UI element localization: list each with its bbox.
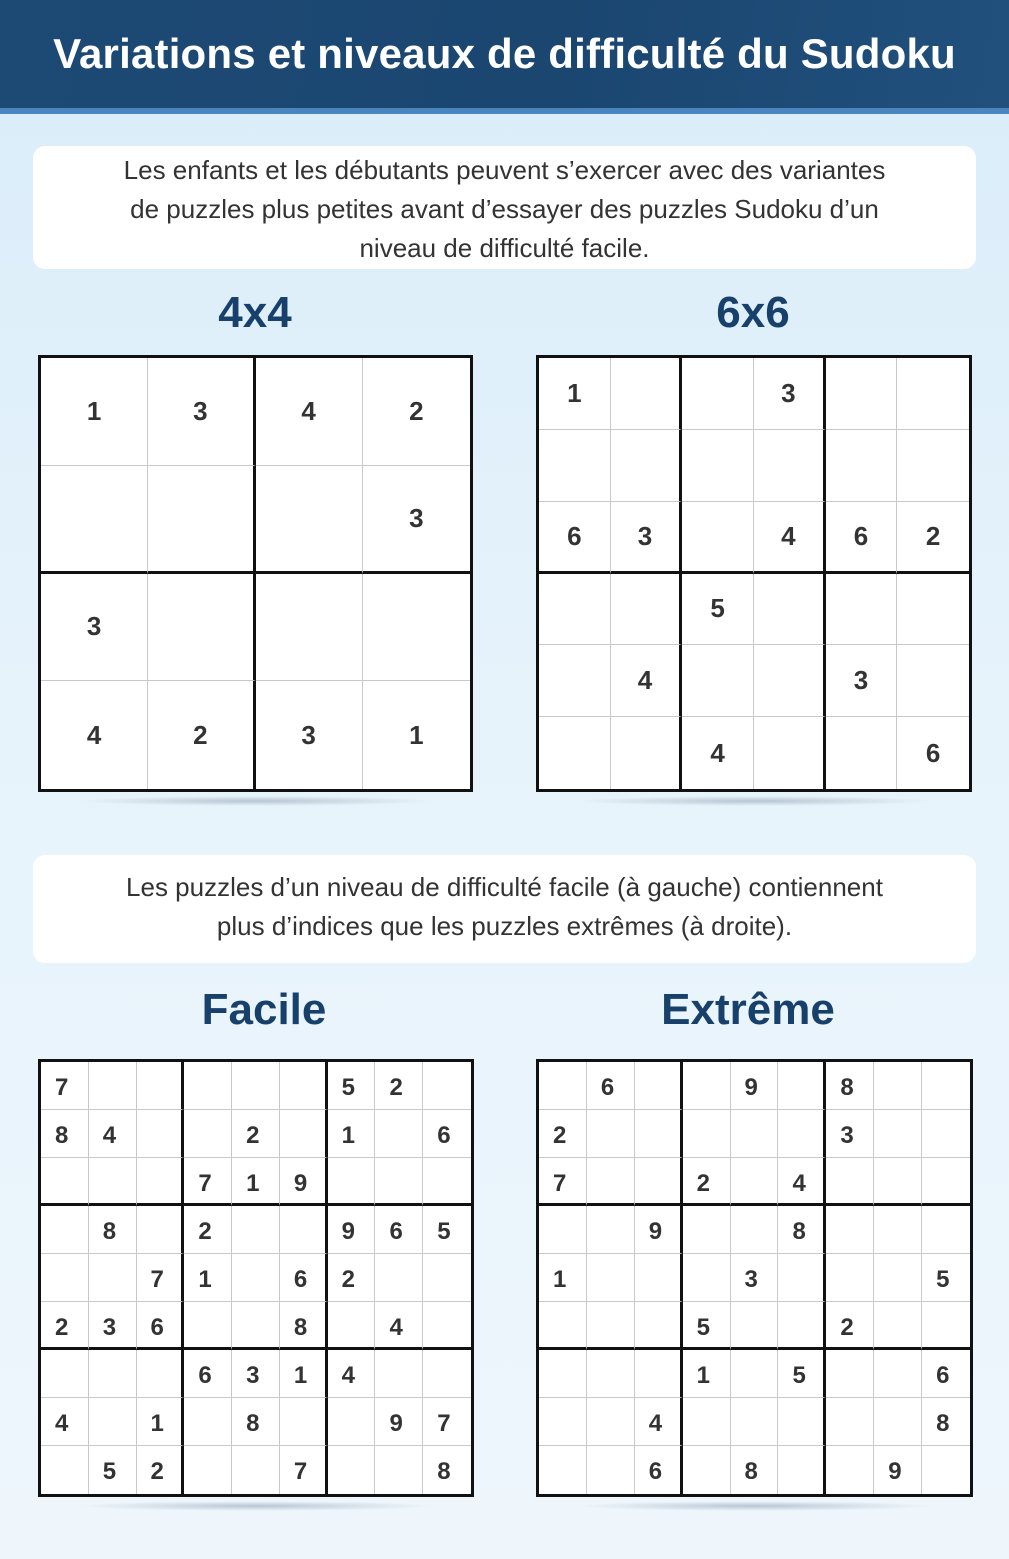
sudoku-cell: 9: [375, 1398, 423, 1446]
sudoku-cell: [587, 1158, 635, 1206]
sudoku-cell: [256, 574, 363, 682]
sudoku-cell: 7: [539, 1158, 587, 1206]
sudoku-cell: 7: [280, 1446, 328, 1494]
sudoku-cell: 1: [137, 1398, 185, 1446]
sudoku-cell: 1: [232, 1158, 280, 1206]
sudoku-cell: [328, 1398, 376, 1446]
sudoku-cell: 6: [587, 1062, 635, 1110]
sudoku-cell: 5: [682, 574, 754, 646]
sudoku-cell: [232, 1302, 280, 1350]
difficulty-note: [33, 855, 976, 963]
sudoku-cell: 1: [539, 358, 611, 430]
intro-note: [33, 146, 976, 269]
sudoku-cell: [611, 717, 683, 789]
sudoku-cell: [731, 1302, 779, 1350]
sudoku-cell: [826, 358, 898, 430]
sudoku-cell: [754, 574, 826, 646]
sudoku-cell: [682, 502, 754, 574]
sudoku-cell: [683, 1446, 731, 1494]
sudoku-cell: [778, 1398, 826, 1446]
sudoku-cell: [635, 1062, 683, 1110]
sudoku-cell: [41, 466, 148, 574]
sudoku-cell: [897, 574, 969, 646]
sudoku-cell: 2: [137, 1446, 185, 1494]
sudoku-cell: [89, 1254, 137, 1302]
sudoku-cell: [184, 1302, 232, 1350]
sudoku-cell: [587, 1206, 635, 1254]
sudoku-cell: [682, 358, 754, 430]
sudoku-cell: [683, 1254, 731, 1302]
sudoku-cell: [683, 1062, 731, 1110]
sudoku-cell: 4: [89, 1110, 137, 1158]
sudoku-cell: 1: [539, 1254, 587, 1302]
sudoku-cell: 2: [539, 1110, 587, 1158]
sudoku-cell: 6: [375, 1206, 423, 1254]
sudoku-cell: 1: [683, 1350, 731, 1398]
sudoku-cell: [375, 1446, 423, 1494]
sudoku-cell: [683, 1110, 731, 1158]
sudoku-cell: [328, 1302, 376, 1350]
sudoku-cell: 5: [683, 1302, 731, 1350]
sudoku-cell: [635, 1350, 683, 1398]
grid-6x6-wrapper: [536, 355, 972, 792]
sudoku-cell: 6: [137, 1302, 185, 1350]
sudoku-cell: [682, 645, 754, 717]
puzzle-title-4x4: 4x4: [218, 288, 292, 337]
sudoku-cell: [232, 1206, 280, 1254]
sudoku-cell: 8: [232, 1398, 280, 1446]
sudoku-cell: [587, 1398, 635, 1446]
sudoku-cell: 6: [280, 1254, 328, 1302]
sudoku-cell: [539, 1398, 587, 1446]
sudoku-cell: 2: [897, 502, 969, 574]
sudoku-cell: [611, 358, 683, 430]
sudoku-cell: [137, 1110, 185, 1158]
sudoku-cell: [423, 1254, 471, 1302]
intro-note-line: niveau de difficulté facile.: [359, 233, 650, 263]
sudoku-cell: [256, 466, 363, 574]
sudoku-cell: 4: [611, 645, 683, 717]
sudoku-cell: 6: [925, 737, 941, 768]
sudoku-cell: 6: [184, 1350, 232, 1398]
sudoku-cell: [635, 1158, 683, 1206]
sudoku-cell: [41, 1350, 89, 1398]
sudoku-cell: [826, 1254, 874, 1302]
sudoku-cell: [375, 1158, 423, 1206]
sudoku-cell: [375, 1254, 423, 1302]
sudoku-cell: [826, 1446, 874, 1494]
sudoku-cell: [635, 1110, 683, 1158]
sudoku-cell: [826, 430, 898, 502]
sudoku-cell: [184, 1398, 232, 1446]
sudoku-cell: [897, 645, 969, 717]
sudoku-cell: [587, 1110, 635, 1158]
sudoku-cell: [184, 1110, 232, 1158]
sudoku-cell: [137, 1350, 185, 1398]
sudoku-cell: 7: [41, 1062, 89, 1110]
sudoku-cell: [731, 1350, 779, 1398]
sudoku-cell: [778, 1254, 826, 1302]
sudoku-cell: [539, 1206, 587, 1254]
sudoku-cell: [41, 1206, 89, 1254]
sudoku-cell: 5: [778, 1350, 826, 1398]
sudoku-cell: [232, 1062, 280, 1110]
sudoku-cell: [922, 1302, 970, 1350]
sudoku-cell: 7: [184, 1158, 232, 1206]
sudoku-cell: [539, 1446, 587, 1494]
sudoku-cell: [874, 1062, 922, 1110]
sudoku-cell: 8: [826, 1062, 874, 1110]
sudoku-cell: [611, 574, 683, 646]
sudoku-cell: [826, 1158, 874, 1206]
sudoku-cell: [922, 1206, 970, 1254]
sudoku-grid-6x6: [536, 355, 972, 792]
sudoku-cell: [731, 1398, 779, 1446]
sudoku-cell: [635, 1302, 683, 1350]
sudoku-cell: 2: [184, 1206, 232, 1254]
sudoku-cell: 3: [232, 1350, 280, 1398]
sudoku-cell: 2: [148, 681, 255, 789]
sudoku-cell: [778, 1062, 826, 1110]
sudoku-cell: [375, 1350, 423, 1398]
sudoku-cell: [874, 1254, 922, 1302]
sudoku-cell: [539, 430, 611, 502]
sudoku-cell: [897, 358, 969, 430]
grid-4x4-wrapper: [38, 355, 473, 792]
sudoku-cell: [232, 1254, 280, 1302]
sudoku-cell: 7: [137, 1254, 185, 1302]
intro-note-line: de puzzles plus petites avant d’essayer des puzzles Sudoku d’un: [130, 194, 879, 224]
difficulty-note-line: Les puzzles d’un niveau de difficulté facile (à gauche) contiennent: [126, 872, 883, 902]
sudoku-cell: [874, 1350, 922, 1398]
sudoku-cell: [731, 1206, 779, 1254]
sudoku-grid-extreme: [536, 1059, 973, 1497]
sudoku-cell: 3: [826, 1110, 874, 1158]
sudoku-cell: [148, 574, 255, 682]
sudoku-cell: [89, 1398, 137, 1446]
sudoku-cell: [280, 1110, 328, 1158]
sudoku-cell: [754, 717, 826, 789]
sudoku-cell: [754, 645, 826, 717]
sudoku-cell: 3: [89, 1302, 137, 1350]
sudoku-cell: [89, 1062, 137, 1110]
sudoku-cell: [137, 1158, 185, 1206]
sudoku-cell: [587, 1254, 635, 1302]
sudoku-cell: 2: [232, 1110, 280, 1158]
sudoku-cell: [682, 430, 754, 502]
sudoku-cell: 7: [423, 1398, 471, 1446]
sudoku-cell: [897, 430, 969, 502]
sudoku-cell: [874, 1206, 922, 1254]
sudoku-cell: 2: [826, 1302, 874, 1350]
sudoku-cell: [539, 717, 611, 789]
sudoku-cell: [778, 1110, 826, 1158]
puzzle-title-extreme: Extrême: [661, 985, 835, 1034]
sudoku-cell: 1: [41, 358, 148, 466]
sudoku-cell: [922, 1062, 970, 1110]
sudoku-cell: 5: [423, 1206, 471, 1254]
intro-note-line: Les enfants et les débutants peuvent s’exercer avec des variantes: [123, 155, 886, 185]
sudoku-cell: [148, 466, 255, 574]
sudoku-cell: [328, 1446, 376, 1494]
sudoku-cell: 1: [184, 1254, 232, 1302]
sudoku-cell: [539, 574, 611, 646]
sudoku-cell: 4: [778, 1158, 826, 1206]
sudoku-cell: 9: [328, 1206, 376, 1254]
sudoku-cell: 3: [256, 681, 363, 789]
sudoku-cell: [731, 1158, 779, 1206]
sudoku-cell: 2: [363, 358, 470, 466]
puzzle-title-6x6: 6x6: [716, 288, 790, 337]
sudoku-cell: 1: [409, 719, 424, 750]
sudoku-cell: [539, 1302, 587, 1350]
sudoku-cell: 3: [41, 574, 148, 682]
sudoku-cell: [826, 1398, 874, 1446]
sudoku-cell: 3: [611, 502, 683, 574]
sudoku-cell: [922, 1110, 970, 1158]
sudoku-cell: 8: [89, 1206, 137, 1254]
sudoku-cell: [423, 1062, 471, 1110]
sudoku-cell: [874, 1398, 922, 1446]
sudoku-cell: [280, 1206, 328, 1254]
sudoku-cell: [137, 1206, 185, 1254]
sudoku-cell: [826, 1206, 874, 1254]
sudoku-cell: [611, 430, 683, 502]
sudoku-grid-facile: [38, 1059, 474, 1497]
sudoku-grid-4x4: [38, 355, 473, 792]
sudoku-cell: [89, 1158, 137, 1206]
sudoku-cell: [280, 1062, 328, 1110]
sudoku-cell: 4: [635, 1398, 683, 1446]
sudoku-cell: 5: [89, 1446, 137, 1494]
sudoku-cell: 8: [437, 1458, 451, 1485]
grid-extreme-wrapper: [536, 1059, 973, 1497]
sudoku-cell: [363, 574, 470, 682]
sudoku-cell: [683, 1398, 731, 1446]
sudoku-cell: 3: [731, 1254, 779, 1302]
sudoku-cell: [922, 1446, 970, 1494]
sudoku-cell: 3: [148, 358, 255, 466]
sudoku-cell: [41, 1254, 89, 1302]
sudoku-cell: 3: [754, 358, 826, 430]
sudoku-cell: 4: [682, 717, 754, 789]
sudoku-cell: 4: [256, 358, 363, 466]
sudoku-cell: [826, 1350, 874, 1398]
sudoku-cell: [423, 1350, 471, 1398]
sudoku-cell: 4: [328, 1350, 376, 1398]
sudoku-cell: 9: [635, 1206, 683, 1254]
sudoku-cell: 8: [41, 1110, 89, 1158]
sudoku-cell: [778, 1446, 826, 1494]
sudoku-cell: [280, 1398, 328, 1446]
page-title: Variations et niveaux de difficulté du Sudoku: [53, 30, 956, 77]
difficulty-note-line: plus d’indices que les puzzles extrêmes (à droite).: [216, 911, 793, 941]
sudoku-cell: [778, 1302, 826, 1350]
sudoku-cell: 6: [826, 502, 898, 574]
sudoku-cell: 8: [778, 1206, 826, 1254]
sudoku-cell: [232, 1446, 280, 1494]
sudoku-cell: [375, 1110, 423, 1158]
grid-facile-wrapper: [38, 1059, 474, 1497]
sudoku-cell: 1: [280, 1350, 328, 1398]
sudoku-cell: [423, 1302, 471, 1350]
sudoku-cell: 8: [922, 1398, 970, 1446]
sudoku-cell: [184, 1446, 232, 1494]
sudoku-cell: [635, 1254, 683, 1302]
sudoku-cell: 9: [731, 1062, 779, 1110]
sudoku-cell: [874, 1158, 922, 1206]
sudoku-cell: 2: [683, 1158, 731, 1206]
sudoku-cell: [874, 1302, 922, 1350]
sudoku-cell: 6: [922, 1350, 970, 1398]
sudoku-cell: [89, 1350, 137, 1398]
sudoku-cell: 2: [41, 1302, 89, 1350]
sudoku-cell: [184, 1062, 232, 1110]
sudoku-cell: [683, 1206, 731, 1254]
sudoku-cell: [874, 1110, 922, 1158]
sudoku-cell: 4: [41, 681, 148, 789]
sudoku-cell: 4: [375, 1302, 423, 1350]
sudoku-cell: [41, 1158, 89, 1206]
sudoku-cell: 1: [328, 1110, 376, 1158]
sudoku-cell: 4: [41, 1398, 89, 1446]
sudoku-cell: [826, 717, 898, 789]
sudoku-cell: 2: [328, 1254, 376, 1302]
sudoku-cell: [539, 645, 611, 717]
sudoku-cell: 9: [874, 1446, 922, 1494]
sudoku-cell: 2: [375, 1062, 423, 1110]
sudoku-cell: [587, 1350, 635, 1398]
sudoku-cell: 9: [280, 1158, 328, 1206]
sudoku-cell: [423, 1158, 471, 1206]
sudoku-cell: [539, 1062, 587, 1110]
sudoku-cell: 3: [363, 466, 470, 574]
sudoku-cell: [826, 574, 898, 646]
sudoku-cell: [587, 1302, 635, 1350]
sudoku-cell: [754, 430, 826, 502]
sudoku-cell: 3: [826, 645, 898, 717]
sudoku-cell: [137, 1062, 185, 1110]
puzzle-title-facile: Facile: [201, 985, 327, 1034]
sudoku-cell: 6: [635, 1446, 683, 1494]
header-banner: [0, 0, 1009, 114]
sudoku-cell: [539, 1350, 587, 1398]
sudoku-cell: [922, 1158, 970, 1206]
sudoku-cell: [41, 1446, 89, 1494]
sudoku-cell: 5: [328, 1062, 376, 1110]
sudoku-cell: 6: [539, 502, 611, 574]
sudoku-cell: 4: [754, 502, 826, 574]
sudoku-cell: 5: [922, 1254, 970, 1302]
sudoku-cell: 8: [280, 1302, 328, 1350]
sudoku-cell: [587, 1446, 635, 1494]
sudoku-cell: [328, 1158, 376, 1206]
sudoku-cell: 6: [423, 1110, 471, 1158]
sudoku-cell: [731, 1110, 779, 1158]
sudoku-cell: 8: [731, 1446, 779, 1494]
